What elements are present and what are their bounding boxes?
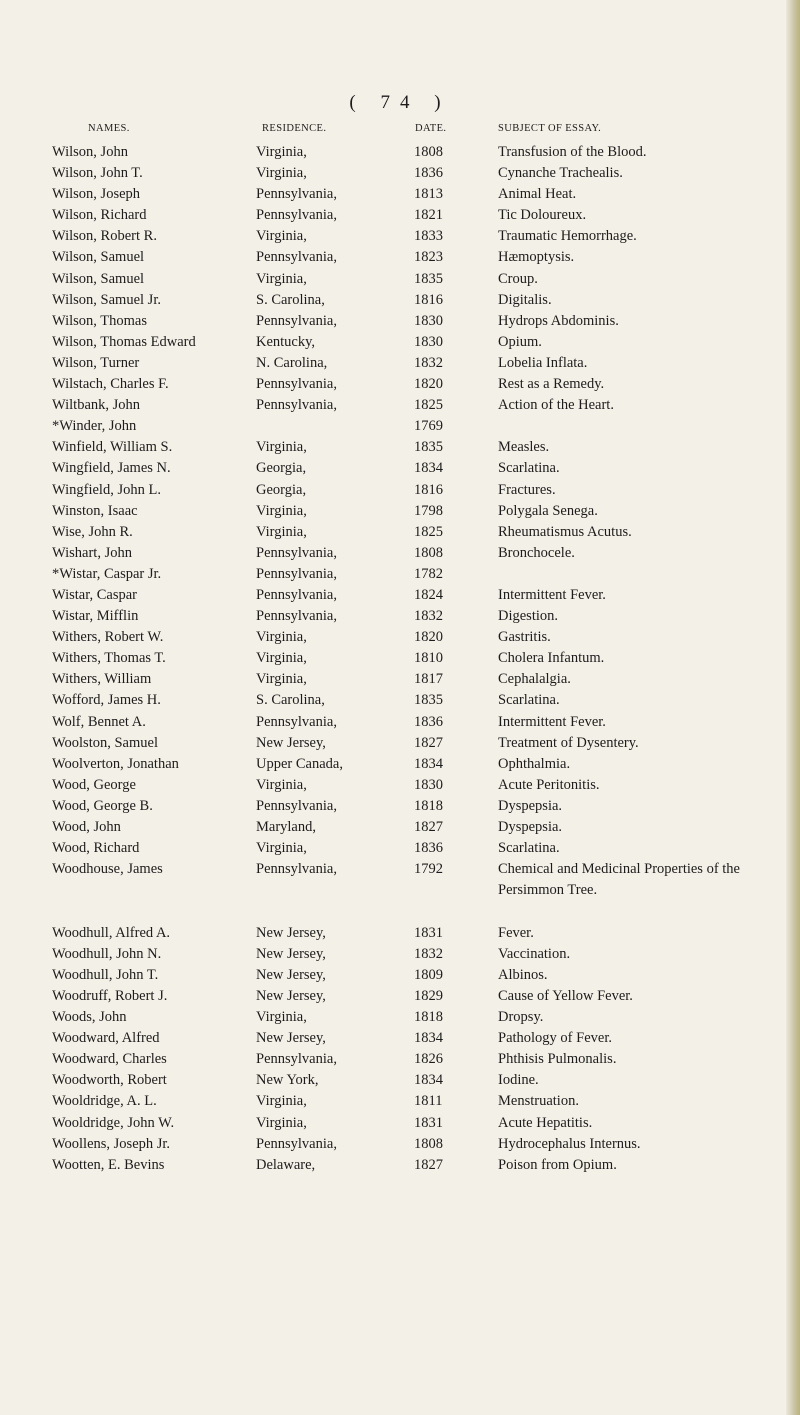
entry-name: *Winder, John [52, 418, 137, 435]
entry-date: 1816 [414, 481, 443, 498]
entry-residence: Pennsylvania, [256, 608, 337, 625]
entry-date: 1827 [414, 1156, 443, 1173]
table-row [0, 290, 800, 311]
table-row [0, 184, 800, 205]
entry-subject: Hydrops Abdominis. [498, 312, 619, 329]
table-row [0, 923, 800, 944]
entry-name: Wiltbank, John [52, 397, 141, 414]
entry-date: 1836 [414, 713, 443, 730]
entry-subject: Iodine. [498, 1072, 539, 1089]
table-row [0, 416, 800, 437]
entry-name: Woollens, Joseph Jr. [52, 1135, 171, 1152]
entry-date: 1834 [414, 1072, 443, 1089]
table-row [0, 1155, 800, 1176]
entry-date: 1808 [414, 144, 443, 160]
entry-subject: Cholera Infantum. [498, 650, 605, 667]
entry-name: Wooldridge, A. L. [52, 1093, 157, 1110]
entry-subject: Measles. [498, 439, 550, 456]
entry-residence: New Jersey, [256, 945, 326, 962]
entry-name: Woodworth, Robert [52, 1072, 167, 1089]
entry-residence: Maryland, [256, 819, 316, 835]
entry-subject: Tic Doloureux. [498, 207, 587, 224]
entry-subject: Scarlatina. [498, 692, 560, 709]
entry-date: 1809 [414, 966, 443, 983]
entry-residence: New Jersey, [256, 966, 326, 983]
entry-date: 1830 [414, 776, 443, 793]
entry-subject: Lobelia Inflata. [498, 354, 588, 371]
entry-date: 1820 [414, 629, 443, 646]
page-number: ( 74 ) [349, 92, 451, 113]
entry-subject: Gastritis. [498, 629, 551, 646]
entry-subject: Chemical and Medicinal Properties of the Persimmon Tree. [498, 861, 740, 899]
entry-name: Withers, Robert W. [52, 629, 164, 646]
entry-date: 1810 [414, 650, 443, 667]
entry-name: Winston, Isaac [52, 502, 138, 519]
entry-name: Wood, Richard [52, 840, 140, 857]
entry-residence: New Jersey, [256, 1030, 326, 1047]
entry-residence: Upper Canada, [256, 755, 343, 772]
entry-residence: Pennsylvania, [256, 713, 337, 730]
entry-date: 1816 [414, 291, 443, 308]
table-row [0, 627, 800, 648]
entry-subject: Scarlatina. [498, 460, 560, 477]
entry-subject: Rheumatismus Acutus. [498, 523, 632, 540]
entry-name: Woodhouse, James [52, 861, 163, 878]
table-row [0, 142, 800, 163]
entry-subject: Opium. [498, 333, 542, 350]
entry-date: 1811 [414, 1093, 443, 1110]
entry-subject: Intermittent Fever. [498, 586, 606, 603]
entry-residence: Virginia, [256, 650, 307, 667]
entry-name: Wooldridge, John W. [52, 1114, 175, 1131]
table-row [0, 733, 800, 754]
entry-residence: Virginia, [256, 502, 307, 519]
table-row [0, 1091, 800, 1112]
entry-subject: Action of the Heart. [498, 397, 614, 414]
entry-subject: Animal Heat. [498, 186, 577, 203]
header-date: DATE. [415, 123, 447, 134]
table-row [0, 1113, 800, 1134]
entry-date: 1836 [414, 165, 443, 182]
entry-residence: Pennsylvania, [256, 1051, 337, 1068]
table-row [0, 437, 800, 458]
entry-date: 1831 [414, 1114, 443, 1131]
entry-name: Wilson, Thomas [52, 312, 148, 329]
header-residence: RESIDENCE. [262, 123, 327, 134]
entry-residence: Virginia, [256, 1009, 307, 1026]
table-row [0, 311, 800, 332]
entry-name: Wilson, Samuel [52, 249, 145, 266]
table-row [0, 965, 800, 986]
entry-subject: Transfusion of the Blood. [498, 144, 647, 160]
entry-subject: Scarlatina. [498, 840, 560, 857]
table-row [0, 458, 800, 479]
header-subject: SUBJECT OF ESSAY. [498, 123, 602, 134]
entry-residence: Pennsylvania, [256, 797, 337, 814]
entry-residence: Virginia, [256, 523, 307, 540]
entry-residence: Pennsylvania, [256, 1135, 337, 1152]
entry-name: Wilson, Joseph [52, 186, 141, 203]
entry-name: Wilson, Samuel [52, 270, 145, 287]
entry-date: 1829 [414, 987, 443, 1004]
table-row [0, 205, 800, 226]
entry-residence: Georgia, [256, 460, 307, 477]
entry-name: Wise, John R. [52, 523, 133, 540]
entry-name: Wistar, Mifflin [52, 608, 139, 625]
entry-date: 1769 [414, 418, 443, 435]
entry-subject: Dropsy. [498, 1009, 544, 1026]
entry-date: 1818 [414, 1009, 443, 1026]
entry-subject: Fractures. [498, 481, 556, 498]
entry-subject: Menstruation. [498, 1093, 579, 1110]
entry-date: 1808 [414, 1135, 443, 1152]
entry-name: Wishart, John [52, 544, 132, 561]
entry-subject: Digestion. [498, 608, 559, 625]
entry-date: 1821 [414, 207, 443, 224]
table-row [0, 775, 800, 796]
entry-subject: Vaccination. [498, 945, 571, 962]
entry-date: 1830 [414, 333, 443, 350]
entry-date: 1817 [414, 671, 443, 688]
entry-date: 1792 [414, 861, 443, 878]
entry-name: Wilson, Samuel Jr. [52, 291, 161, 308]
entry-date: 1825 [414, 397, 443, 414]
entry-name: Woolston, Samuel [52, 734, 158, 751]
entry-residence: Virginia, [256, 1114, 307, 1131]
entry-subject: Cause of Yellow Fever. [498, 987, 633, 1004]
entry-name: *Wistar, Caspar Jr. [52, 565, 162, 582]
entry-date: 1835 [414, 439, 443, 456]
entry-date: 1836 [414, 840, 443, 857]
entry-subject: Digitalis. [498, 291, 552, 308]
entry-date: 1832 [414, 608, 443, 625]
entry-subject: Croup. [498, 270, 538, 287]
entry-name: Wood, John [52, 819, 121, 835]
entry-residence: Pennsylvania, [256, 186, 337, 203]
entry-residence: Delaware, [256, 1156, 316, 1173]
entry-date: 1835 [414, 692, 443, 709]
entry-subject: Rest as a Remedy. [498, 376, 605, 393]
entry-subject: Intermittent Fever. [498, 713, 606, 730]
entry-residence: Pennsylvania, [256, 861, 337, 878]
table-row [0, 480, 800, 501]
table-row [0, 564, 800, 585]
entry-subject: Cephalalgia. [498, 671, 571, 688]
entry-name: Wistar, Caspar [52, 586, 138, 603]
entry-name: Winfield, William S. [52, 439, 173, 456]
entry-date: 1823 [414, 249, 443, 266]
table-row [0, 585, 800, 606]
entry-residence: New York, [256, 1072, 319, 1089]
entry-residence: Virginia, [256, 840, 307, 857]
entry-residence: Pennsylvania, [256, 586, 337, 603]
entry-name: Woodward, Alfred [52, 1030, 160, 1047]
entry-residence: Virginia, [256, 671, 307, 688]
entry-name: Woodhull, John N. [52, 945, 162, 962]
entry-subject: Dyspepsia. [498, 819, 563, 835]
table-row [0, 522, 800, 543]
entry-name: Woolverton, Jonathan [52, 755, 179, 772]
entry-residence: New Jersey, [256, 734, 326, 751]
entry-residence: S. Carolina, [256, 692, 325, 709]
entry-subject: Dyspepsia. [498, 797, 563, 814]
entry-subject: Bronchocele. [498, 544, 575, 561]
table-row [0, 353, 800, 374]
table-row [0, 712, 800, 733]
entry-name: Withers, Thomas T. [52, 650, 166, 667]
entry-date: 1808 [414, 544, 443, 561]
table-row [0, 1134, 800, 1155]
entry-name: Wilson, Turner [52, 354, 140, 371]
table-row [0, 817, 800, 838]
header-names: NAMES. [88, 123, 130, 134]
table-row [0, 395, 800, 416]
entry-subject: Albinos. [498, 966, 548, 983]
table-row [0, 374, 800, 395]
entry-residence: Pennsylvania, [256, 376, 337, 393]
entry-subject: Ophthalmia. [498, 755, 571, 772]
entry-residence: Virginia, [256, 1093, 307, 1110]
table-row [0, 332, 800, 353]
table-row [0, 669, 800, 690]
entry-subject: Pathology of Fever. [498, 1030, 612, 1047]
table-row [0, 690, 800, 711]
entry-date: 1824 [414, 586, 443, 603]
entry-name: Wilson, Robert R. [52, 228, 157, 245]
entry-name: Wood, George B. [52, 797, 153, 814]
entry-subject: Phthisis Pulmonalis. [498, 1051, 617, 1068]
entry-subject: Cynanche Trachealis. [498, 165, 623, 182]
entry-date: 1830 [414, 312, 443, 329]
entry-name: Woodhull, Alfred A. [52, 924, 171, 941]
entry-subject: Acute Hepatitis. [498, 1114, 593, 1131]
entry-name: Wilstach, Charles F. [52, 376, 169, 393]
column-headers [0, 123, 800, 139]
entry-date: 1827 [414, 734, 443, 751]
entry-subject: Traumatic Hemorrhage. [498, 228, 637, 245]
entry-date: 1831 [414, 924, 443, 941]
table-row [0, 986, 800, 1007]
table-row [0, 859, 800, 923]
entry-name: Wingfield, James N. [52, 460, 171, 477]
entry-subject: Acute Peritonitis. [498, 776, 600, 793]
entry-name: Withers, William [52, 671, 152, 688]
entry-subject: Polygala Senega. [498, 502, 598, 519]
entry-name: Wilson, Thomas Edward [52, 333, 196, 350]
entry-residence: S. Carolina, [256, 291, 325, 308]
entry-residence: Virginia, [256, 144, 307, 160]
entry-residence: Virginia, [256, 165, 307, 182]
entry-date: 1832 [414, 354, 443, 371]
table-row [0, 1007, 800, 1028]
entry-residence: Georgia, [256, 481, 307, 498]
entry-date: 1820 [414, 376, 443, 393]
table-row [0, 944, 800, 965]
table-row [0, 269, 800, 290]
entry-residence: Pennsylvania, [256, 544, 337, 561]
entry-residence: Virginia, [256, 439, 307, 456]
entry-subject: Treatment of Dysentery. [498, 734, 639, 751]
table-row [0, 1070, 800, 1091]
entry-date: 1818 [414, 797, 443, 814]
entry-residence: Pennsylvania, [256, 207, 337, 224]
entry-date: 1798 [414, 502, 443, 519]
entry-date: 1825 [414, 523, 443, 540]
entry-residence: Pennsylvania, [256, 565, 337, 582]
entry-name: Wofford, James H. [52, 692, 161, 709]
entry-residence: Virginia, [256, 629, 307, 646]
entry-name: Wootten, E. Bevins [52, 1156, 165, 1173]
table-row [0, 163, 800, 184]
table-row [0, 754, 800, 775]
entry-name: Wood, George [52, 776, 136, 793]
entry-date: 1832 [414, 945, 443, 962]
entry-date: 1833 [414, 228, 443, 245]
entry-date: 1834 [414, 1030, 443, 1047]
table-row [0, 1028, 800, 1049]
entry-residence: Pennsylvania, [256, 397, 337, 414]
entry-residence: New Jersey, [256, 987, 326, 1004]
table-row [0, 606, 800, 627]
entry-residence: Virginia, [256, 270, 307, 287]
entry-name: Woodruff, Robert J. [52, 987, 168, 1004]
table-row [0, 247, 800, 268]
entry-date: 1826 [414, 1051, 443, 1068]
entry-date: 1834 [414, 755, 443, 772]
table-row [0, 543, 800, 564]
entry-residence: New Jersey, [256, 924, 326, 941]
entry-residence: Kentucky, [256, 333, 316, 350]
entry-date: 1813 [414, 186, 443, 203]
table-row [0, 501, 800, 522]
entry-residence: Pennsylvania, [256, 249, 337, 266]
entry-date: 1835 [414, 270, 443, 287]
entry-subject: Hæmoptysis. [498, 249, 575, 266]
table-row [0, 226, 800, 247]
entry-subject: Hydrocephalus Internus. [498, 1135, 641, 1152]
entry-date: 1827 [414, 819, 443, 835]
entry-date: 1782 [414, 565, 443, 582]
table-row [0, 648, 800, 669]
entry-name: Wilson, John [52, 144, 128, 160]
entry-name: Woodhull, John T. [52, 966, 159, 983]
entry-name: Woods, John [52, 1009, 127, 1026]
entry-name: Wilson, Richard [52, 207, 147, 224]
entry-name: Wolf, Bennet A. [52, 713, 146, 730]
entry-subject: Fever. [498, 924, 534, 941]
table-row [0, 796, 800, 817]
entry-residence: N. Carolina, [256, 354, 328, 371]
register-table [0, 142, 800, 1176]
entry-residence: Virginia, [256, 228, 307, 245]
table-row [0, 838, 800, 859]
entry-date: 1834 [414, 460, 443, 477]
entry-name: Wingfield, John L. [52, 481, 161, 498]
table-row [0, 1049, 800, 1070]
entry-residence: Virginia, [256, 776, 307, 793]
entry-subject: Poison from Opium. [498, 1156, 617, 1173]
entry-name: Wilson, John T. [52, 165, 143, 182]
entry-residence: Pennsylvania, [256, 312, 337, 329]
entry-name: Woodward, Charles [52, 1051, 167, 1068]
